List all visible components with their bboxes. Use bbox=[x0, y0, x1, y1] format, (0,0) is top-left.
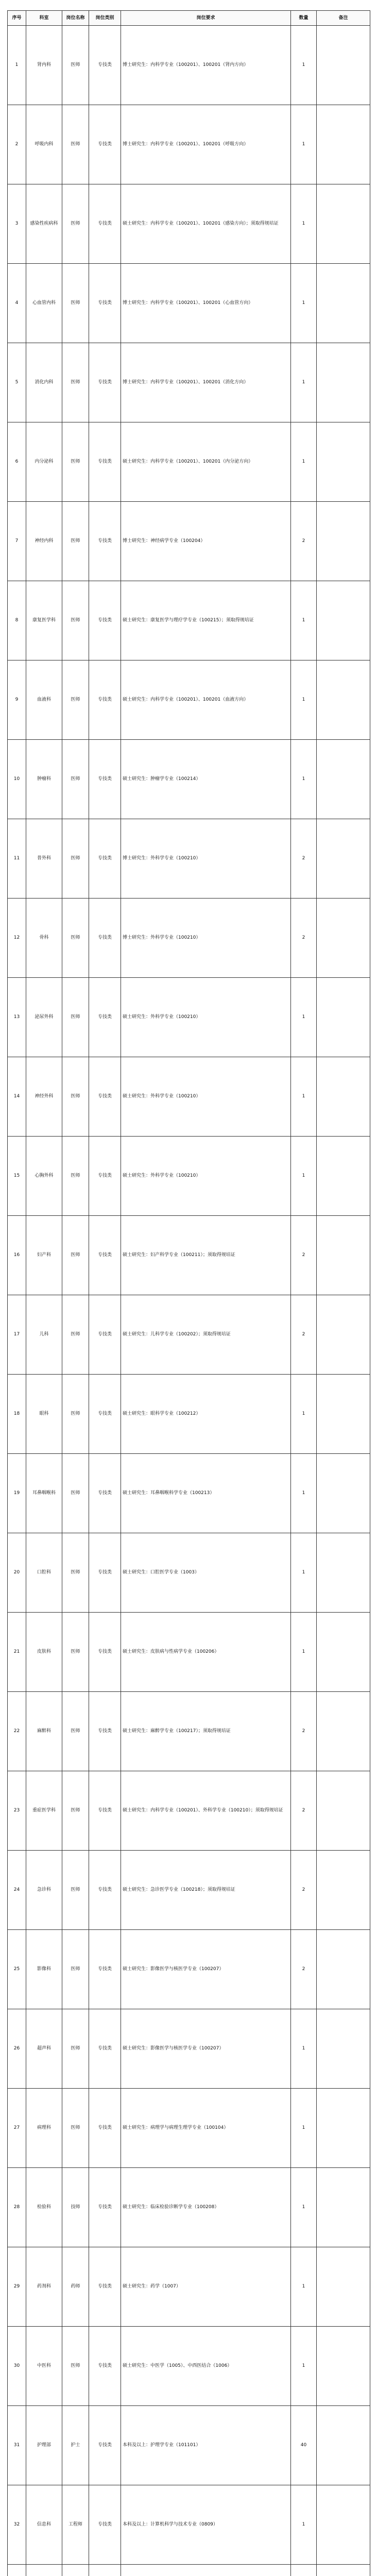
cell-post: 医师 bbox=[62, 899, 89, 978]
cell-dept bbox=[26, 2565, 62, 2576]
cell-note bbox=[317, 1771, 370, 1851]
cell-category: 专技类 bbox=[89, 422, 121, 502]
cell-no: 13 bbox=[8, 978, 26, 1057]
header-no: 序号 bbox=[8, 11, 26, 26]
cell-no: 24 bbox=[8, 1851, 26, 1930]
cell-post: 工程师 bbox=[62, 2485, 89, 2565]
cell-count: 1 bbox=[291, 26, 317, 105]
cell-note bbox=[317, 1613, 370, 1692]
header-dept: 科室 bbox=[26, 11, 62, 26]
cell-count: 1 bbox=[291, 581, 317, 660]
cell-post: 医师 bbox=[62, 1771, 89, 1851]
table-row bbox=[8, 978, 370, 1057]
cell-dept: 血液科 bbox=[26, 660, 62, 740]
cell-no: 14 bbox=[8, 1057, 26, 1137]
cell-requirement: 硕士研究生：临床检验诊断学专业（100208） bbox=[121, 2168, 291, 2247]
cell-post: 医师 bbox=[62, 502, 89, 581]
cell-note bbox=[317, 978, 370, 1057]
cell-requirement: 硕士研究生：眼科学专业（100212） bbox=[121, 1375, 291, 1454]
cell-requirement: 本科及以上：护理学专业（101101） bbox=[121, 2406, 291, 2485]
cell-post: 医师 bbox=[62, 2327, 89, 2406]
cell-no: 3 bbox=[8, 184, 26, 264]
cell-note bbox=[317, 2485, 370, 2565]
cell-post: 医师 bbox=[62, 978, 89, 1057]
cell-no: 5 bbox=[8, 343, 26, 422]
cell-post: 医师 bbox=[62, 1454, 89, 1533]
cell-category: 专技类 bbox=[89, 660, 121, 740]
cell-dept: 中医科 bbox=[26, 2327, 62, 2406]
table-row bbox=[8, 899, 370, 978]
table-row bbox=[8, 422, 370, 502]
cell-category: 专技类 bbox=[89, 978, 121, 1057]
cell-requirement: 硕士研究生：妇产科学专业（100211）；须取得规培证 bbox=[121, 1216, 291, 1295]
cell-no: 21 bbox=[8, 1613, 26, 1692]
cell-category: 专技类 bbox=[89, 2009, 121, 2089]
cell-no: 9 bbox=[8, 660, 26, 740]
cell-no: 29 bbox=[8, 2247, 26, 2327]
header-note: 备注 bbox=[317, 11, 370, 26]
cell-requirement: 硕士研究生：影像医学与核医学专业（100207） bbox=[121, 1930, 291, 2009]
cell-count: 2 bbox=[291, 899, 317, 978]
cell-no: 28 bbox=[8, 2168, 26, 2247]
cell-dept: 检验科 bbox=[26, 2168, 62, 2247]
cell-count: 1 bbox=[291, 2327, 317, 2406]
cell-note bbox=[317, 740, 370, 819]
cell-category: 专技类 bbox=[89, 2485, 121, 2565]
cell-no: 20 bbox=[8, 1533, 26, 1613]
table-header bbox=[8, 11, 370, 26]
cell-post: 医师 bbox=[62, 1216, 89, 1295]
cell-note bbox=[317, 264, 370, 343]
table-row bbox=[8, 502, 370, 581]
cell-no: 31 bbox=[8, 2406, 26, 2485]
cell-category: 专技类 bbox=[89, 264, 121, 343]
cell-requirement: 硕士研究生：内科学专业（100201）、100201（感染方向）；须取得规培证 bbox=[121, 184, 291, 264]
cell-note bbox=[317, 2009, 370, 2089]
cell-post: 医师 bbox=[62, 1137, 89, 1216]
cell-no: 8 bbox=[8, 581, 26, 660]
cell-post: 药师 bbox=[62, 2247, 89, 2327]
cell-category: 专技类 bbox=[89, 2327, 121, 2406]
cell-dept: 超声科 bbox=[26, 2009, 62, 2089]
cell-requirement: 本科及以上：计算机科学与技术专业（0809） bbox=[121, 2485, 291, 2565]
cell-dept: 内分泌科 bbox=[26, 422, 62, 502]
cell-count: 1 bbox=[291, 1137, 317, 1216]
cell-dept: 心血管内科 bbox=[26, 264, 62, 343]
cell-post: 医师 bbox=[62, 422, 89, 502]
cell-requirement: 硕士研究生：外科学专业（100210） bbox=[121, 1057, 291, 1137]
cell-note bbox=[317, 1454, 370, 1533]
cell-requirement: 硕士研究生：中医学（1005）、中西医结合（1006） bbox=[121, 2327, 291, 2406]
cell-count: 2 bbox=[291, 1692, 317, 1771]
cell-requirement: 博士研究生：内科学专业（100201）、100201（肾内方向） bbox=[121, 26, 291, 105]
cell-dept: 眼科 bbox=[26, 1375, 62, 1454]
cell-requirement: 硕士研究生：药学（1007） bbox=[121, 2247, 291, 2327]
cell-dept: 麻醉科 bbox=[26, 1692, 62, 1771]
cell-requirement: 博士研究生：内科学专业（100201）、100201（心血管方向） bbox=[121, 264, 291, 343]
cell-note bbox=[317, 105, 370, 184]
cell-note bbox=[317, 1057, 370, 1137]
header-requirement: 岗位要求 bbox=[121, 11, 291, 26]
cell-count: 1 bbox=[291, 1375, 317, 1454]
cell-no: 25 bbox=[8, 1930, 26, 2009]
cell-category: 专技类 bbox=[89, 184, 121, 264]
table-row bbox=[8, 1692, 370, 1771]
cell-note bbox=[317, 1692, 370, 1771]
cell-no: 2 bbox=[8, 105, 26, 184]
table-row bbox=[8, 1613, 370, 1692]
cell-post: 医师 bbox=[62, 581, 89, 660]
cell-requirement: 硕士研究生：皮肤病与性病学专业（100206） bbox=[121, 1613, 291, 1692]
cell-category: 专技类 bbox=[89, 1137, 121, 1216]
cell-dept: 呼吸内科 bbox=[26, 105, 62, 184]
cell-dept: 信息科 bbox=[26, 2485, 62, 2565]
cell-post: 技师 bbox=[62, 2168, 89, 2247]
recruitment-table bbox=[7, 10, 370, 2576]
cell-no: 15 bbox=[8, 1137, 26, 1216]
cell-count: 1 bbox=[291, 1613, 317, 1692]
cell-dept: 感染性疾病科 bbox=[26, 184, 62, 264]
table-row bbox=[8, 1216, 370, 1295]
cell-category: 专技类 bbox=[89, 1216, 121, 1295]
cell-category: 专技类 bbox=[89, 2247, 121, 2327]
table-row bbox=[8, 1771, 370, 1851]
cell-category: 专技类 bbox=[89, 105, 121, 184]
cell-dept: 儿科 bbox=[26, 1295, 62, 1375]
table-row bbox=[8, 2406, 370, 2485]
cell-note bbox=[317, 899, 370, 978]
cell-category: 专技类 bbox=[89, 343, 121, 422]
cell-category: 专技类 bbox=[89, 1533, 121, 1613]
cell-post: 医师 bbox=[62, 1930, 89, 2009]
table-row bbox=[8, 264, 370, 343]
cell-requirement: 硕士研究生：康复医学与理疗学专业（100215）；须取得规培证 bbox=[121, 581, 291, 660]
cell-post: 医师 bbox=[62, 105, 89, 184]
cell-no: 10 bbox=[8, 740, 26, 819]
table-row bbox=[8, 343, 370, 422]
table-row bbox=[8, 2485, 370, 2565]
cell-note bbox=[317, 26, 370, 105]
cell-count: 1 bbox=[291, 343, 317, 422]
table-row bbox=[8, 1930, 370, 2009]
table-row bbox=[8, 2565, 370, 2576]
cell-category: 专技类 bbox=[89, 1375, 121, 1454]
cell-no: 4 bbox=[8, 264, 26, 343]
cell-no: 7 bbox=[8, 502, 26, 581]
cell-count: 1 bbox=[291, 1533, 317, 1613]
cell-no: 11 bbox=[8, 819, 26, 899]
cell-no: 17 bbox=[8, 1295, 26, 1375]
cell-requirement: 硕士研究生：麻醉学专业（100217）；须取得规培证 bbox=[121, 1692, 291, 1771]
cell-note bbox=[317, 2565, 370, 2576]
cell-category: 专技类 bbox=[89, 1930, 121, 2009]
cell-no bbox=[8, 2565, 26, 2576]
cell-note bbox=[317, 819, 370, 899]
cell-requirement: 博士研究生：内科学专业（100201）、100201（呼吸方向） bbox=[121, 105, 291, 184]
cell-dept: 口腔科 bbox=[26, 1533, 62, 1613]
cell-requirement bbox=[121, 2565, 291, 2576]
cell-count: 2 bbox=[291, 1930, 317, 2009]
cell-category: 专技类 bbox=[89, 1454, 121, 1533]
cell-category: 专技类 bbox=[89, 2406, 121, 2485]
cell-note bbox=[317, 1137, 370, 1216]
cell-requirement: 硕士研究生：急诊医学专业（100218）；须取得规培证 bbox=[121, 1851, 291, 1930]
cell-no: 12 bbox=[8, 899, 26, 978]
table-row bbox=[8, 2327, 370, 2406]
cell-note bbox=[317, 1851, 370, 1930]
header-post: 岗位名称 bbox=[62, 11, 89, 26]
cell-dept: 神经外科 bbox=[26, 1057, 62, 1137]
cell-requirement: 硕士研究生：影像医学与核医学专业（100207） bbox=[121, 2009, 291, 2089]
cell-note bbox=[317, 1295, 370, 1375]
table-row bbox=[8, 660, 370, 740]
cell-no: 23 bbox=[8, 1771, 26, 1851]
cell-note bbox=[317, 2247, 370, 2327]
cell-count: 1 bbox=[291, 2089, 317, 2168]
cell-requirement: 硕士研究生：内科学专业（100201）、外科学专业（100210）；须取得规培证 bbox=[121, 1771, 291, 1851]
cell-category: 专技类 bbox=[89, 2168, 121, 2247]
cell-dept: 药剂科 bbox=[26, 2247, 62, 2327]
cell-category bbox=[89, 2565, 121, 2576]
table-row bbox=[8, 2168, 370, 2247]
table-row bbox=[8, 26, 370, 105]
cell-count: 1 bbox=[291, 1057, 317, 1137]
cell-count: 40 bbox=[291, 2406, 317, 2485]
table-row bbox=[8, 1533, 370, 1613]
cell-requirement: 硕士研究生：内科学专业（100201）、100201（血液方向） bbox=[121, 660, 291, 740]
cell-dept: 心胸外科 bbox=[26, 1137, 62, 1216]
cell-count: 1 bbox=[291, 740, 317, 819]
cell-dept: 急诊科 bbox=[26, 1851, 62, 1930]
cell-post: 医师 bbox=[62, 1057, 89, 1137]
cell-category: 专技类 bbox=[89, 26, 121, 105]
cell-count: 2 bbox=[291, 1851, 317, 1930]
cell-count: 1 bbox=[291, 1454, 317, 1533]
cell-count: 1 bbox=[291, 184, 317, 264]
cell-requirement: 硕士研究生：儿科学专业（100202）；须取得规培证 bbox=[121, 1295, 291, 1375]
cell-count: 1 bbox=[291, 2247, 317, 2327]
cell-post: 医师 bbox=[62, 1375, 89, 1454]
cell-dept: 重症医学科 bbox=[26, 1771, 62, 1851]
table-row bbox=[8, 1851, 370, 1930]
cell-count: 2 bbox=[291, 1295, 317, 1375]
cell-requirement: 硕士研究生：外科学专业（100210） bbox=[121, 1137, 291, 1216]
cell-no: 26 bbox=[8, 2009, 26, 2089]
cell-dept: 耳鼻咽喉科 bbox=[26, 1454, 62, 1533]
cell-post: 医师 bbox=[62, 2089, 89, 2168]
cell-note bbox=[317, 1930, 370, 2009]
cell-post: 医师 bbox=[62, 1692, 89, 1771]
cell-count: 1 bbox=[291, 978, 317, 1057]
cell-note bbox=[317, 184, 370, 264]
table-row bbox=[8, 105, 370, 184]
cell-requirement: 硕士研究生：内科学专业（100201）、100201（内分泌方向） bbox=[121, 422, 291, 502]
cell-note bbox=[317, 343, 370, 422]
cell-requirement: 硕士研究生：外科学专业（100210） bbox=[121, 978, 291, 1057]
cell-post: 医师 bbox=[62, 1295, 89, 1375]
cell-category: 专技类 bbox=[89, 2089, 121, 2168]
cell-count: 1 bbox=[291, 660, 317, 740]
cell-note bbox=[317, 2406, 370, 2485]
cell-post: 医师 bbox=[62, 343, 89, 422]
cell-count: 2 bbox=[291, 1216, 317, 1295]
cell-requirement: 博士研究生：外科学专业（100210） bbox=[121, 819, 291, 899]
cell-dept: 肾内科 bbox=[26, 26, 62, 105]
table-row bbox=[8, 581, 370, 660]
cell-requirement: 硕士研究生：病理学与病理生理学专业（100104） bbox=[121, 2089, 291, 2168]
cell-dept: 神经内科 bbox=[26, 502, 62, 581]
cell-note bbox=[317, 1375, 370, 1454]
cell-requirement: 博士研究生：内科学专业（100201）、100201（消化方向） bbox=[121, 343, 291, 422]
cell-dept: 普外科 bbox=[26, 819, 62, 899]
cell-dept: 康复医学科 bbox=[26, 581, 62, 660]
cell-dept: 泌尿外科 bbox=[26, 978, 62, 1057]
cell-no: 32 bbox=[8, 2485, 26, 2565]
cell-requirement: 博士研究生：外科学专业（100210） bbox=[121, 899, 291, 978]
cell-count: 1 bbox=[291, 2168, 317, 2247]
cell-no: 22 bbox=[8, 1692, 26, 1771]
cell-category: 专技类 bbox=[89, 1295, 121, 1375]
cell-dept: 消化内科 bbox=[26, 343, 62, 422]
cell-dept: 妇产科 bbox=[26, 1216, 62, 1295]
cell-requirement: 硕士研究生：耳鼻咽喉科学专业（100213） bbox=[121, 1454, 291, 1533]
cell-count: 1 bbox=[291, 264, 317, 343]
cell-category: 专技类 bbox=[89, 899, 121, 978]
cell-post: 医师 bbox=[62, 1613, 89, 1692]
cell-category: 专技类 bbox=[89, 819, 121, 899]
table-row bbox=[8, 2009, 370, 2089]
cell-category: 专技类 bbox=[89, 581, 121, 660]
table-row bbox=[8, 1137, 370, 1216]
cell-count bbox=[291, 2565, 317, 2576]
cell-no: 30 bbox=[8, 2327, 26, 2406]
cell-count: 2 bbox=[291, 1771, 317, 1851]
cell-count: 1 bbox=[291, 2009, 317, 2089]
cell-category: 专技类 bbox=[89, 1057, 121, 1137]
cell-post: 医师 bbox=[62, 740, 89, 819]
table-row bbox=[8, 1295, 370, 1375]
cell-dept: 病理科 bbox=[26, 2089, 62, 2168]
cell-note bbox=[317, 2168, 370, 2247]
cell-note bbox=[317, 581, 370, 660]
table-body bbox=[8, 26, 370, 2576]
cell-post: 护士 bbox=[62, 2406, 89, 2485]
cell-dept: 皮肤科 bbox=[26, 1613, 62, 1692]
table-row bbox=[8, 2247, 370, 2327]
cell-post: 医师 bbox=[62, 2009, 89, 2089]
header-count: 数量 bbox=[291, 11, 317, 26]
cell-note bbox=[317, 660, 370, 740]
table-row bbox=[8, 2089, 370, 2168]
cell-count: 1 bbox=[291, 422, 317, 502]
cell-post: 医师 bbox=[62, 264, 89, 343]
cell-requirement: 硕士研究生：口腔医学专业（1003） bbox=[121, 1533, 291, 1613]
cell-dept: 骨科 bbox=[26, 899, 62, 978]
cell-note bbox=[317, 1533, 370, 1613]
cell-count: 2 bbox=[291, 819, 317, 899]
cell-note bbox=[317, 502, 370, 581]
cell-no: 1 bbox=[8, 26, 26, 105]
cell-category: 专技类 bbox=[89, 502, 121, 581]
cell-no: 19 bbox=[8, 1454, 26, 1533]
cell-requirement: 硕士研究生：肿瘤学专业（100214） bbox=[121, 740, 291, 819]
cell-post: 医师 bbox=[62, 184, 89, 264]
cell-category: 专技类 bbox=[89, 1771, 121, 1851]
cell-count: 1 bbox=[291, 2485, 317, 2565]
cell-post: 医师 bbox=[62, 26, 89, 105]
cell-note bbox=[317, 1216, 370, 1295]
table-row bbox=[8, 1057, 370, 1137]
cell-count: 1 bbox=[291, 105, 317, 184]
cell-no: 16 bbox=[8, 1216, 26, 1295]
cell-category: 专技类 bbox=[89, 1692, 121, 1771]
cell-post: 医师 bbox=[62, 1851, 89, 1930]
cell-post: 医师 bbox=[62, 819, 89, 899]
cell-note bbox=[317, 422, 370, 502]
table-row bbox=[8, 1454, 370, 1533]
cell-requirement: 博士研究生：神经病学专业（100204） bbox=[121, 502, 291, 581]
cell-dept: 影像科 bbox=[26, 1930, 62, 2009]
table-row bbox=[8, 1375, 370, 1454]
cell-category: 专技类 bbox=[89, 1613, 121, 1692]
table-row bbox=[8, 184, 370, 264]
cell-category: 专技类 bbox=[89, 1851, 121, 1930]
cell-no: 27 bbox=[8, 2089, 26, 2168]
cell-dept: 护理部 bbox=[26, 2406, 62, 2485]
table-row bbox=[8, 819, 370, 899]
cell-no: 18 bbox=[8, 1375, 26, 1454]
cell-count: 2 bbox=[291, 502, 317, 581]
table-row bbox=[8, 740, 370, 819]
cell-note bbox=[317, 2327, 370, 2406]
cell-post: 医师 bbox=[62, 660, 89, 740]
cell-post: 医师 bbox=[62, 1533, 89, 1613]
header-category: 岗位类别 bbox=[89, 11, 121, 26]
cell-note bbox=[317, 2089, 370, 2168]
cell-dept: 肿瘤科 bbox=[26, 740, 62, 819]
cell-post bbox=[62, 2565, 89, 2576]
cell-no: 6 bbox=[8, 422, 26, 502]
cell-category: 专技类 bbox=[89, 740, 121, 819]
